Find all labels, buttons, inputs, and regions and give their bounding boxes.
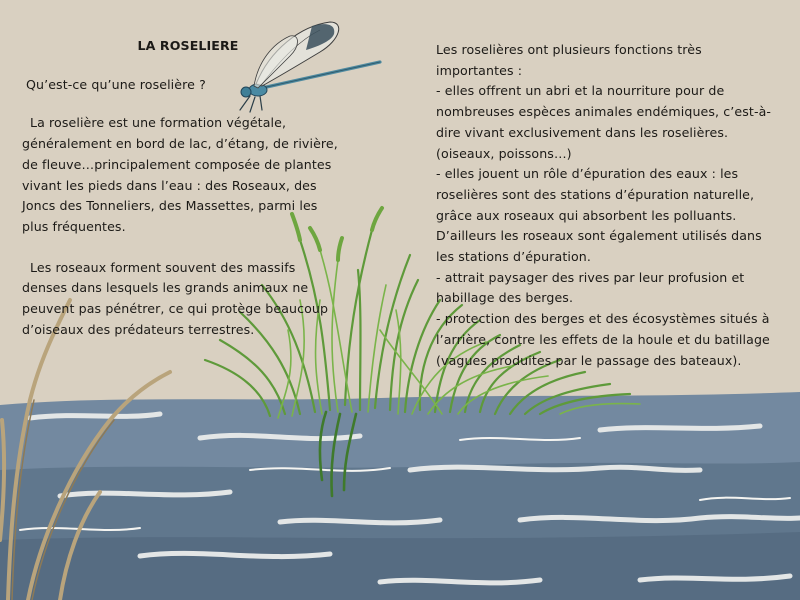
functions-intro: Les roselières ont plusieurs fonctions très importantes :	[436, 42, 702, 78]
left-column	[22, 36, 340, 340]
function-item-bank-protection: - protection des berges et des écosystèmes situés à l’arrière, contre les effets de la houle et du batillage (vagues produites par le passage des bateaux).	[436, 311, 770, 368]
function-item-landscape: - attrait paysager des rives par leur profusion et habillage des berges.	[436, 269, 745, 306]
water	[0, 392, 800, 600]
function-item-shelter: - elles offrent un abri et la nourriture pour de nombreuses espèces animales endémiques, c’est-à-dire vivant exclusivement dans les roselières. (oiseaux, poissons…)	[436, 83, 772, 161]
definition-paragraph: La roselière est une formation végétale, généralement en bord de lac, d’étang, de rivière, de fleuve…principalement composée de plantes vivant les pieds dans l’eau : des Roseaux, des Joncs des Tonneliers, des Massettes, parmi les plus fréquentes.	[22, 115, 338, 234]
section-question: Qu’est-ce qu’une roselière ?	[26, 76, 206, 92]
function-item-purification: - elles jouent un rôle d’épuration des eaux : les roselières sont des stations d’épuration naturelle, grâce aux roseaux qui absorbent les polluants. D’ailleurs les roseaux sont également utilisés dans les stations d’épuration.	[436, 166, 762, 265]
page-title: LA ROSELIERE	[137, 38, 239, 53]
reeds-protection-paragraph: Les roseaux forment souvent des massifs denses dans lesquels les grands animaux ne peuvent pas pénétrer, ce qui protège beaucoup d’oiseaux des prédateurs terrestres.	[22, 259, 329, 337]
right-column	[436, 40, 781, 371]
